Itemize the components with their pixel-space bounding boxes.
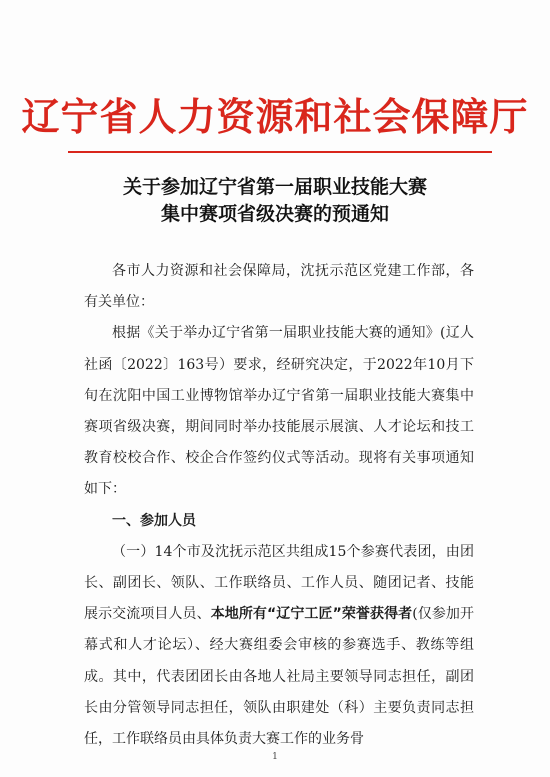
addressee-paragraph: 各市人力资源和社会保障局，沈抚示范区党建工作部，各有关单位： bbox=[84, 263, 474, 311]
document-body bbox=[84, 256, 474, 755]
participants-text-after: (仅参加开幕式和人才论坛）、经大赛组委会审核的参赛选手、教练等组成。其中，代表团团长由各地人社局主要领导同志担任，副团长由分管领导同志担任，领队由职建处（科）主要负责同志担任，工作联络员由具体负责大赛工作的业务骨 bbox=[84, 606, 474, 748]
document-title-line-1: 关于参加辽宁省第一届职业技能大赛 bbox=[122, 176, 427, 198]
section-1-heading: 一、参加人员 bbox=[112, 512, 196, 529]
participants-paragraph bbox=[84, 537, 474, 755]
intro-paragraph: 根据《关于举办辽宁省第一届职业技能大赛的通知》(辽人社函〔2022〕163号）要求，经研究决定，于2022年10月下旬在沈阳中国工业博物馆举办辽宁省第一届职业技能大赛集中赛项省级决赛，期间同时举办技能展示展演、人才论坛和技工教育校校合作、校企合作签约仪式等活动。现将有关事项通知如下： bbox=[84, 325, 474, 498]
participants-emphasis: 本地所有“辽宁工匠”荣誉获得者 bbox=[210, 606, 413, 623]
document-title-line-2: 集中赛项省级决赛的预通知 bbox=[160, 203, 389, 225]
page-number: 1 bbox=[272, 752, 278, 762]
letterhead-org-name: 辽宁省人力资源和社会保障厅 bbox=[21, 94, 529, 139]
participants-text-before: （一）14个市及沈抚示范区共组成15个参赛代表团，由团长、副团长、领队、工作联络员、工作人员、随团记者、技能展示交流项目人员、 bbox=[84, 543, 474, 623]
letterhead-red-rule bbox=[68, 151, 492, 153]
document-title bbox=[0, 174, 550, 228]
